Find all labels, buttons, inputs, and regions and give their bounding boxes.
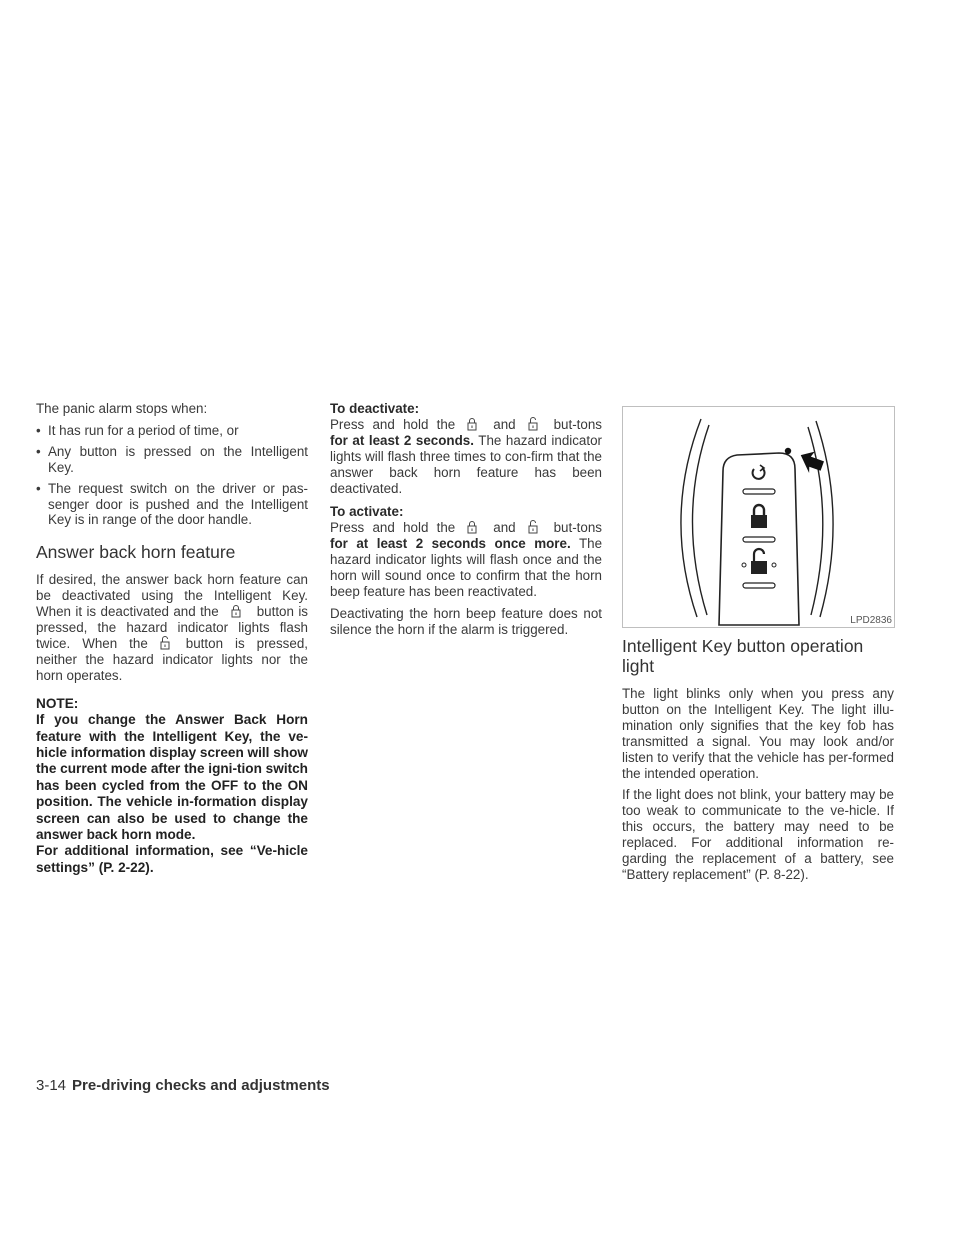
paragraph-text: but-tons [553, 416, 602, 432]
paragraph-text: The hazard indicator lights will flash once and the horn will sound once to confirm that the horn beep feature has been reactivated. [330, 536, 603, 599]
deactivate-heading: To deactivate: [330, 401, 420, 416]
section-heading-answer-back: Answer back horn feature [36, 542, 236, 563]
key-fob-figure [622, 406, 895, 628]
paragraph-text: and [493, 520, 516, 536]
horn-note-paragraph: Deactivating the horn beep feature does not silence the horn if the alarm is triggered. [330, 605, 602, 637]
page-number: 3-14 [36, 1077, 67, 1094]
deactivate-paragraph [330, 417, 602, 497]
activate-heading: To activate: [330, 504, 404, 520]
activate-paragraph [330, 520, 602, 600]
unlock-icon [160, 636, 170, 650]
page-footer [36, 1077, 330, 1094]
paragraph-text: button is pressed, the hazard indicator lights flash twice. When the [36, 604, 308, 651]
paragraph-text: and [493, 416, 516, 432]
paragraph-text: but-tons [553, 520, 602, 536]
note-text: If you change the Answer Back Horn feature with the Intelligent Key, the ve-hicle information display screen will show the current mode after the igni-tion switch has been cycled from the OFF to the ON position. The vehicle in-formation display screen can also be used to change the answer back horn mode. [36, 712, 308, 842]
unlock-icon [528, 520, 538, 534]
key-fob-illustration [623, 407, 894, 627]
unlock-icon [528, 417, 538, 431]
paragraph-text: Press and hold the [330, 416, 456, 432]
paragraph-text: button is pressed, neither the hazard indicator lights nor the horn operates. [36, 635, 308, 683]
answer-back-paragraph [36, 572, 308, 683]
emphasis-text: for at least 2 seconds once more. [330, 536, 571, 552]
figure-label: LPD2836 [850, 615, 892, 626]
list-item: • Any button is pressed on the Intelligent Key. [36, 444, 308, 476]
paragraph-text: If desired, the answer back horn feature can be deactivated using the Intelligent Key. When it is deactivated and the [36, 572, 308, 620]
column-left [36, 401, 308, 876]
panic-stop-list [36, 423, 308, 528]
emphasis-text: for at least 2 seconds. [330, 432, 474, 448]
column-middle [330, 401, 602, 644]
note-label: NOTE: [36, 695, 79, 711]
lock-icon [467, 520, 477, 534]
list-item: • It has run for a period of time, or [36, 423, 308, 439]
note-block [36, 696, 308, 876]
panic-intro: The panic alarm stops when: [36, 401, 208, 416]
lock-icon [467, 417, 477, 431]
list-item: • The request switch on the driver or pas-senger door is pushed and the Intelligent Key is in range of the door handle. [36, 481, 308, 529]
button-light-paragraph-2: If the light does not blink, your battery may be too weak to communicate to the ve-hicle. If this occurs, the battery may need to be replaced. For additional information re-garding the replacement of a battery, see “Battery replacement” (P. 8-22). [622, 787, 894, 882]
lock-icon [231, 604, 241, 618]
paragraph-text: Press and hold the [330, 520, 456, 536]
note-reference: For additional information, see “Ve-hicle settings” (P. 2-22). [36, 843, 308, 875]
section-heading-button-light: Intelligent Key button operation light [622, 636, 864, 676]
column-right [622, 636, 894, 889]
paragraph-text: The hazard indicator lights will flash three times to con-firm that the answer back horn feature has been deactivated. [330, 432, 603, 496]
chapter-title: Pre-driving checks and adjustments [72, 1077, 330, 1094]
button-light-paragraph-1: The light blinks only when you press any button on the Intelligent Key. The light illu-mination only signifies that the key fob has transmitted a signal. You may look and/or listen to verify that the vehicle has per-formed the intended operation. [622, 686, 894, 781]
